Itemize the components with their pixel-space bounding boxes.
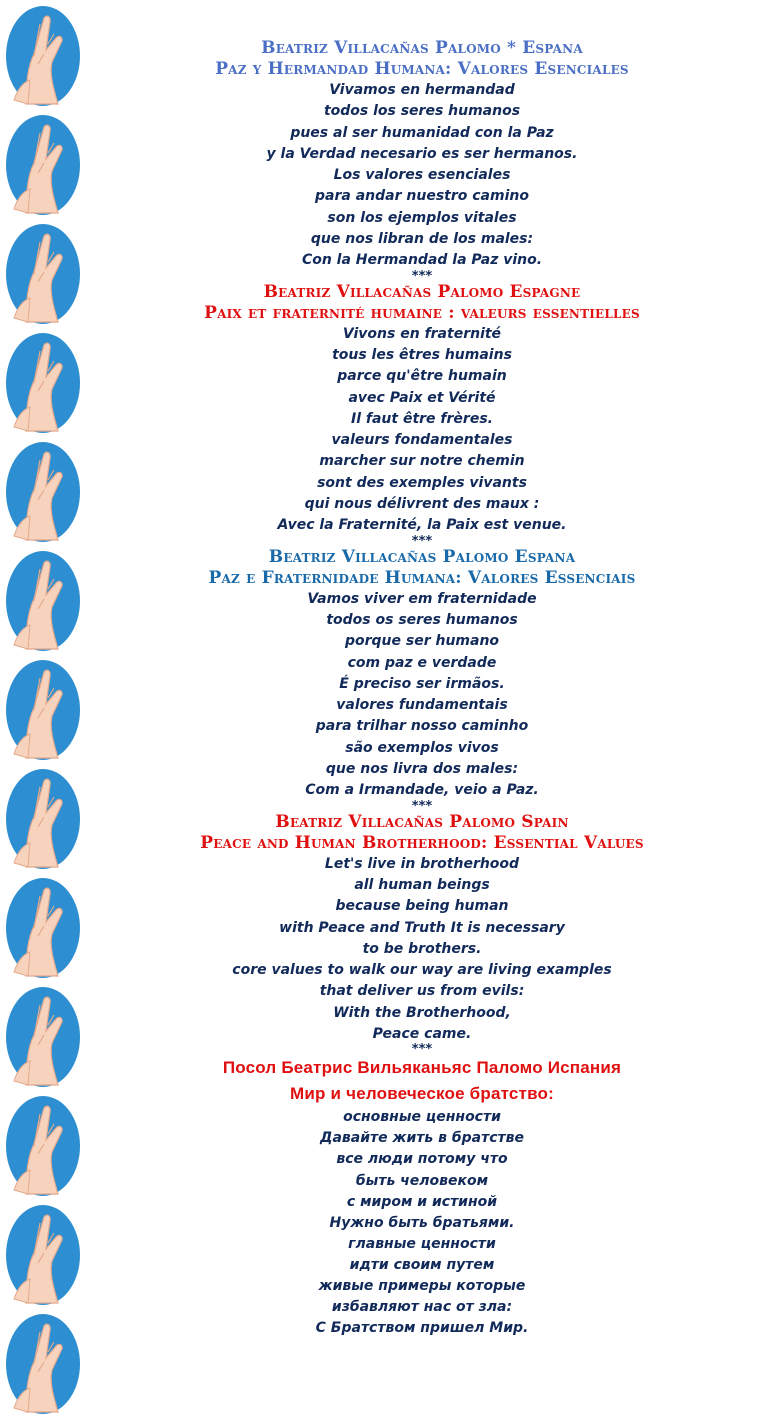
verse-line: Vamos viver em fraternidade xyxy=(307,590,537,607)
verse-line: com paz e verdade xyxy=(347,654,497,671)
section-separator: *** xyxy=(411,268,433,284)
praying-hands-icon xyxy=(4,658,82,762)
verse-line: É preciso ser irmãos. xyxy=(339,675,505,692)
verse-line: que nos livra dos males: xyxy=(325,761,519,778)
verse-line: sont des exemples vivants xyxy=(317,474,527,491)
section-title-author: Посол Беатрис Вильяканьяс Паломо Испания xyxy=(222,1058,622,1078)
section-english xyxy=(90,812,754,1056)
section-title-poem: Peace and Human Brotherhood: Essential Values xyxy=(200,832,644,853)
praying-hands-icon xyxy=(4,1203,82,1307)
verse-block xyxy=(90,80,754,272)
section-separator: *** xyxy=(411,798,433,814)
section-title-author: Beatriz Villacañas Palomo Espagne xyxy=(263,281,581,302)
section-french xyxy=(90,282,754,547)
verse-line: avec Paix et Vérité xyxy=(348,389,496,406)
verse-line: son los ejemplos vitales xyxy=(327,209,517,226)
poem-content xyxy=(90,38,754,1339)
verse-line: Los valores esenciales xyxy=(333,167,511,184)
verse-line: valeurs fondamentales xyxy=(331,432,513,449)
section-russian xyxy=(90,1055,754,1339)
verse-line: Peace came. xyxy=(372,1025,472,1042)
verse-line: tous les êtres humains xyxy=(332,346,512,363)
verse-line: главные ценности xyxy=(348,1235,496,1252)
praying-hands-icon xyxy=(4,985,82,1089)
praying-hands-icon xyxy=(4,1094,82,1198)
verse-line: valores fundamentais xyxy=(336,697,508,714)
praying-hands-icon xyxy=(4,222,82,326)
praying-hands-icon xyxy=(4,1312,82,1416)
verse-line: all human beings xyxy=(354,876,490,893)
verse-line: все люди потому что xyxy=(336,1151,508,1168)
section-title-poem: Paz e Fraternidade Humana: Valores Essenciais xyxy=(208,567,636,588)
verse-line: идти своим путем xyxy=(349,1256,495,1273)
verse-line: parce qu'être humain xyxy=(337,368,507,385)
section-spanish xyxy=(90,38,754,282)
verse-line: because being human xyxy=(335,898,509,915)
section-title-poem: Paix et fraternité humaine : valeurs essentielles xyxy=(204,302,640,323)
verse-line: основные ценности xyxy=(343,1109,501,1126)
verse-line: с миром и истиной xyxy=(346,1193,498,1210)
verse-line: Vivons en fraternité xyxy=(342,325,502,342)
section-separator: *** xyxy=(411,533,433,549)
verse-line: that deliver us from evils: xyxy=(319,983,525,1000)
praying-hands-icon xyxy=(4,113,82,217)
verse-line: живые примеры которые xyxy=(318,1278,526,1295)
verse-line: With the Brotherhood, xyxy=(333,1004,511,1021)
verse-line: marcher sur notre chemin xyxy=(319,453,525,470)
praying-hands-icon xyxy=(4,876,82,980)
verse-line: Com a Irmandade, veio a Paz. xyxy=(305,782,539,799)
verse-line: to be brothers. xyxy=(362,940,482,957)
verse-block xyxy=(90,589,754,802)
verse-line: with Peace and Truth It is necessary xyxy=(279,919,565,936)
section-portuguese xyxy=(90,547,754,812)
verse-line: são exemplos vivos xyxy=(345,739,499,756)
verse-line: que nos libran de los males: xyxy=(310,231,534,248)
praying-hands-icon xyxy=(4,767,82,871)
section-separator: *** xyxy=(411,1042,433,1058)
verse-line: porque ser humano xyxy=(344,633,500,650)
verse-block xyxy=(90,854,754,1046)
verse-line: С Братством пришел Мир. xyxy=(315,1320,529,1337)
verse-line: Avec la Fraternité, la Paix est venue. xyxy=(277,517,567,534)
verse-block xyxy=(90,324,754,537)
praying-hands-icon xyxy=(4,440,82,544)
medallion-column xyxy=(0,0,88,1414)
verse-line: Let's live in brotherhood xyxy=(324,855,520,872)
verse-line: todos os seres humanos xyxy=(326,611,518,628)
verse-line: y la Verdad necesario es ser hermanos. xyxy=(266,145,578,162)
section-title-author: Beatriz Villacañas Palomo Espana xyxy=(268,546,576,567)
praying-hands-icon xyxy=(4,331,82,435)
section-title-poem: Paz y Hermandad Humana: Valores Esenciales xyxy=(215,59,629,79)
section-title-author: Beatriz Villacañas Palomo * Espana xyxy=(261,38,583,58)
verse-line: Vivamos en hermandad xyxy=(329,82,515,98)
verse-line: core values to walk our way are living examples xyxy=(232,962,612,979)
verse-line: Давайте жить в братстве xyxy=(320,1130,524,1147)
verse-line: para trilhar nosso caminho xyxy=(315,718,529,735)
verse-line: Con la Hermandad la Paz vino. xyxy=(301,252,543,269)
verse-line: Нужно быть братьями. xyxy=(329,1214,515,1231)
section-title-author: Beatriz Villacañas Palomo Spain xyxy=(275,811,569,832)
verse-line: избавляют нас от зла: xyxy=(331,1299,513,1316)
verse-line: para andar nuestro camino xyxy=(315,188,529,205)
praying-hands-icon xyxy=(4,549,82,653)
verse-block xyxy=(90,1107,754,1339)
verse-line: todos los seres humanos xyxy=(323,103,521,120)
section-title-poem: Мир и человеческое братство: xyxy=(290,1084,554,1104)
praying-hands-icon xyxy=(4,4,82,108)
verse-line: Il faut être frères. xyxy=(351,410,493,427)
verse-line: qui nous délivrent des maux : xyxy=(304,496,540,513)
verse-line: быть человеком xyxy=(355,1172,489,1189)
verse-line: pues al ser humanidad con la Paz xyxy=(290,124,554,141)
